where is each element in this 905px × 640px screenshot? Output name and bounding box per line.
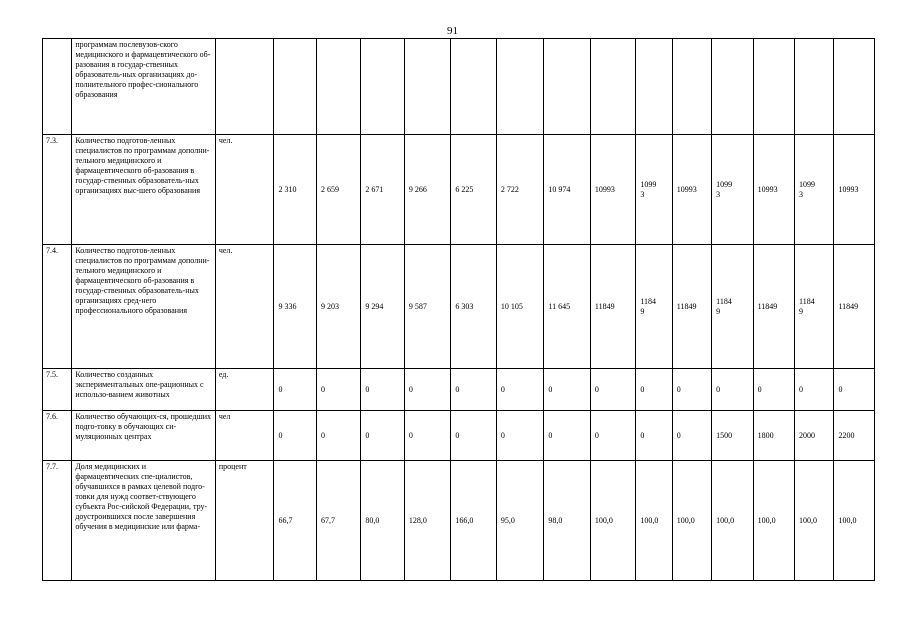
value-cell: 6 303	[451, 245, 496, 369]
value-cell: 1800	[753, 411, 794, 461]
value-cell: 9 294	[361, 245, 404, 369]
value-cell: 1099 3	[795, 135, 834, 245]
value-cell: 0	[451, 369, 496, 411]
row-number: 7.4.	[43, 245, 72, 369]
value-cell: 6 225	[451, 135, 496, 245]
value-cell: 0	[590, 411, 635, 461]
value-cell: 67,7	[316, 461, 360, 581]
value-cell: 9 203	[316, 245, 360, 369]
value-cell	[590, 39, 635, 135]
value-cell	[274, 39, 316, 135]
value-cell: 0	[712, 369, 753, 411]
value-cell: 100,0	[795, 461, 834, 581]
value-cell	[361, 39, 404, 135]
value-cell: 100,0	[834, 461, 875, 581]
value-cell	[753, 39, 794, 135]
value-cell: 1099 3	[712, 135, 753, 245]
value-cell: 1184 9	[795, 245, 834, 369]
value-cell: 0	[544, 411, 591, 461]
indicator-description: программам послевузов-ского медицинского и фармацевтического об-разования в государ-ственных образователь-ных организациях до-полнительного профес-сионального образования	[72, 39, 216, 135]
page-number: 91	[447, 25, 458, 37]
value-cell: 2 310	[274, 135, 316, 245]
value-cell: 11849	[753, 245, 794, 369]
value-cell	[636, 39, 672, 135]
table-row	[43, 135, 875, 245]
value-cell: 0	[404, 369, 451, 411]
indicator-description: Доля медицинских и фармацевтических спе-циалистов, обучавшихся в рамках целевой подго-товки для нужд соответ-ствующего субъекта Рос-сийской Федерации, тру-доустроившихся после завершения обучения в медицинские или фарма-	[72, 461, 216, 581]
indicator-description: Количество подготов-ленных специалистов по программам дополни-тельного медицинского и фармацевтического об-разования в государ-ственных образователь-ных организациях сред-него профессионального образования	[72, 245, 216, 369]
value-cell: 128,0	[404, 461, 451, 581]
value-cell: 0	[672, 369, 711, 411]
value-cell	[712, 39, 753, 135]
value-cell: 100,0	[590, 461, 635, 581]
value-cell: 11849	[590, 245, 635, 369]
indicators-table	[42, 38, 875, 581]
value-cell: 0	[753, 369, 794, 411]
value-cell	[496, 39, 544, 135]
value-cell: 10 974	[544, 135, 591, 245]
value-cell: 0	[496, 411, 544, 461]
value-cell: 1500	[712, 411, 753, 461]
value-cell	[672, 39, 711, 135]
value-cell: 66,7	[274, 461, 316, 581]
value-cell: 1184 9	[712, 245, 753, 369]
value-cell: 0	[544, 369, 591, 411]
indicator-description: Количество созданных экспериментальных опе-рационных с использо-ванием животных	[72, 369, 216, 411]
value-cell: 100,0	[753, 461, 794, 581]
value-cell: 1099 3	[636, 135, 672, 245]
value-cell: 0	[636, 411, 672, 461]
unit-of-measure: чел.	[215, 135, 274, 245]
value-cell	[404, 39, 451, 135]
unit-of-measure: ед.	[215, 369, 274, 411]
value-cell: 100,0	[672, 461, 711, 581]
value-cell: 166,0	[451, 461, 496, 581]
value-cell: 0	[451, 411, 496, 461]
value-cell: 0	[795, 369, 834, 411]
value-cell: 10993	[753, 135, 794, 245]
value-cell: 0	[636, 369, 672, 411]
value-cell: 0	[361, 369, 404, 411]
value-cell: 0	[834, 369, 875, 411]
value-cell	[451, 39, 496, 135]
row-number: 7.3.	[43, 135, 72, 245]
value-cell: 0	[590, 369, 635, 411]
table-row	[43, 411, 875, 461]
value-cell: 0	[496, 369, 544, 411]
value-cell	[795, 39, 834, 135]
value-cell: 9 336	[274, 245, 316, 369]
value-cell	[834, 39, 875, 135]
table-row	[43, 245, 875, 369]
unit-of-measure: чел	[215, 411, 274, 461]
value-cell: 10993	[672, 135, 711, 245]
value-cell: 0	[316, 411, 360, 461]
value-cell: 98,0	[544, 461, 591, 581]
value-cell: 0	[672, 411, 711, 461]
value-cell: 10993	[590, 135, 635, 245]
row-number: 7.5.	[43, 369, 72, 411]
value-cell: 11849	[672, 245, 711, 369]
unit-of-measure	[215, 39, 274, 135]
row-number: 7.7.	[43, 461, 72, 581]
value-cell: 11 645	[544, 245, 591, 369]
indicator-description: Количество обучающих-ся, прошедших подго-товку в обучающих си-муляционных центрах	[72, 411, 216, 461]
value-cell: 10 105	[496, 245, 544, 369]
value-cell: 0	[404, 411, 451, 461]
value-cell: 2 659	[316, 135, 360, 245]
value-cell	[316, 39, 360, 135]
value-cell: 1184 9	[636, 245, 672, 369]
value-cell: 0	[361, 411, 404, 461]
table-row	[43, 369, 875, 411]
value-cell: 95,0	[496, 461, 544, 581]
value-cell: 9 266	[404, 135, 451, 245]
value-cell: 100,0	[636, 461, 672, 581]
value-cell: 2200	[834, 411, 875, 461]
value-cell: 0	[274, 411, 316, 461]
table-row	[43, 39, 875, 135]
indicator-description: Количество подготов-ленных специалистов по программам дополни-тельного медицинского и фармацевтического об-разования в государ-ственных образователь-ных организациях выс-шего образования	[72, 135, 216, 245]
value-cell: 2000	[795, 411, 834, 461]
value-cell: 2 671	[361, 135, 404, 245]
value-cell: 2 722	[496, 135, 544, 245]
value-cell	[544, 39, 591, 135]
value-cell: 0	[274, 369, 316, 411]
unit-of-measure: процент	[215, 461, 274, 581]
value-cell: 11849	[834, 245, 875, 369]
row-number	[43, 39, 72, 135]
value-cell: 100,0	[712, 461, 753, 581]
table-row	[43, 461, 875, 581]
value-cell: 0	[316, 369, 360, 411]
unit-of-measure: чел.	[215, 245, 274, 369]
row-number: 7.6.	[43, 411, 72, 461]
value-cell: 80,0	[361, 461, 404, 581]
value-cell: 10993	[834, 135, 875, 245]
value-cell: 9 587	[404, 245, 451, 369]
